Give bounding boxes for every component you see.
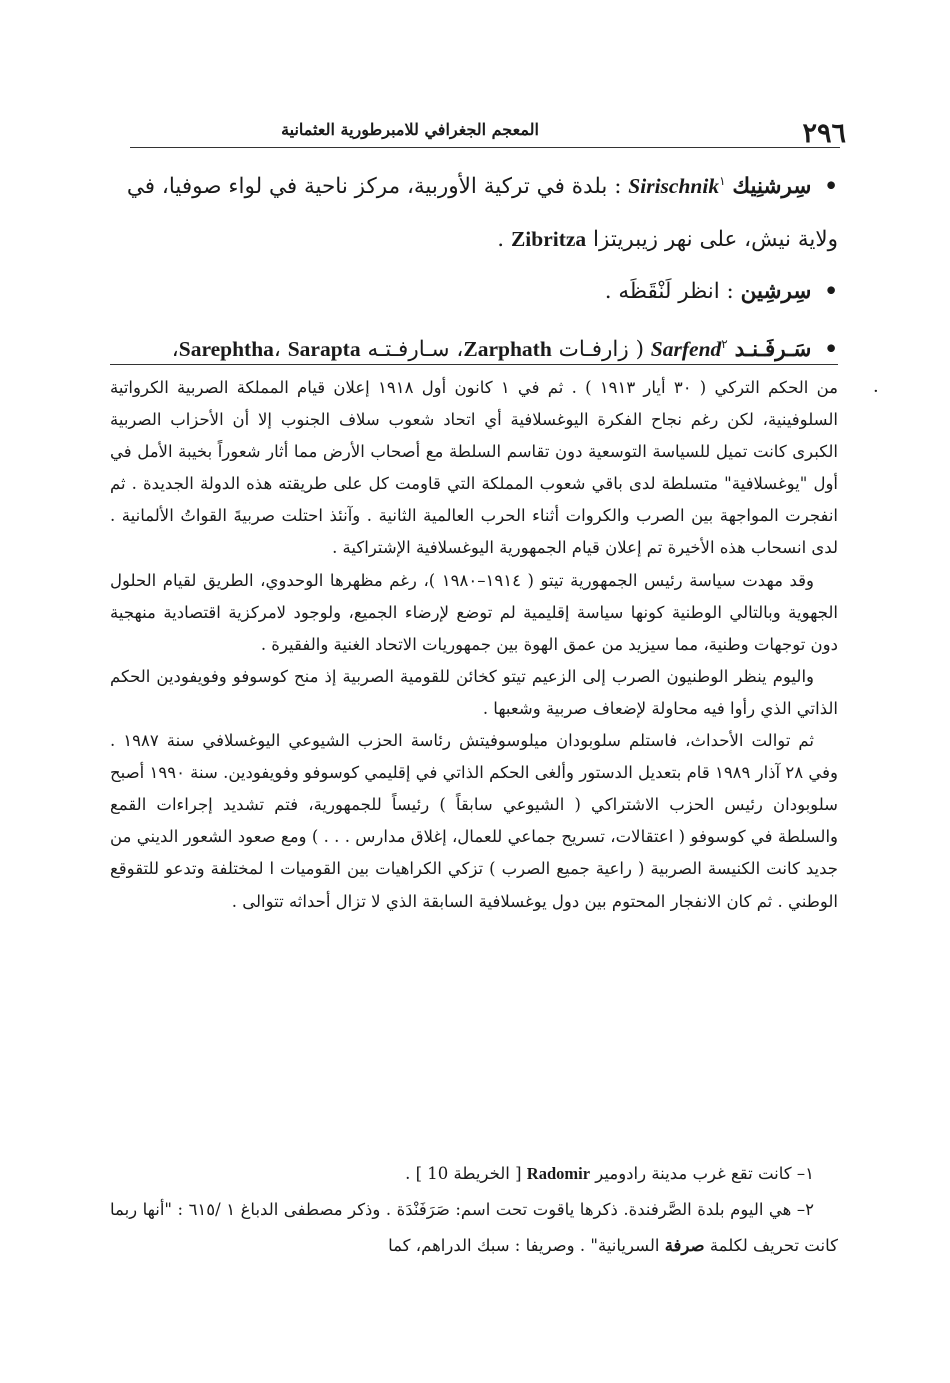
entry-sarfend <box>110 318 838 376</box>
entry-end: . <box>497 227 505 253</box>
footnote-1 <box>110 1156 838 1192</box>
footnote-map-ref: [ الخريطة 10 ] . <box>405 1164 522 1183</box>
header-rule <box>130 147 840 148</box>
separator: ، <box>171 337 179 363</box>
entry-open-paren: ( زارفـات <box>558 337 644 363</box>
separator: ، <box>273 337 281 363</box>
entry-sirischnik <box>110 155 838 266</box>
variant-name-sarapta: Sarapta <box>287 337 361 362</box>
paragraph: من الحكم التركي ( ٣٠ أيار ١٩١٣ ) . ثم في ١ كانون أول ١٩١٨ إعلان قيام المملكة الصربية الكرواتية السلوفينية، لكن رغم نجاح الفكرة اليوغسلافية أي اتحاد شعوب سلاف الجنوب إلا أن الأحزاب الصربية الكبرى كانت تميل للسياسة التوسعية دون تقاسم السلطة مع أصحاب الأرض مما أثار شعوراً بخيبة الأمل في أول "يوغسلافية" متسلطة لدى باقي شعوب المملكة التي قاومت كل على طريقته هذه الدولة الجديدة . ثم انفجرت المواجهة بين الصرب والكروات أثناء الحرب العالمية الثانية . وآنئذ احتلت صربيةَ القواتُ الألمانية . لدى انسحاب هذه الأخيرة تم إعلان قيام الجمهورية اليوغسلافية الإشتراكية . <box>110 378 838 558</box>
entry-latin-name: Sirischnik <box>628 174 720 199</box>
entry-latin-river: Zibritza <box>510 227 587 252</box>
footnote-ref: ١ <box>719 174 726 188</box>
footnote-2 <box>110 1192 838 1264</box>
page-header <box>130 112 846 149</box>
footnote-separator-rule <box>110 364 838 365</box>
entry-sirshin <box>110 266 838 318</box>
paragraph: وقد مهدت سياسة رئيس الجمهورية تيتو ( ١٩١٤–١٩٨٠ )، رغم مظهرها الوحدوي، الطريق لقيام الحلول الجهوية وبالتالي الوطنية كونها سياسة إقليمية لم توضع لإرضاء الجميع، ولوجود لامركزية اقتصادية منهجية دون توجهات وطنية، مما سيزيد من عمق الهوة بين جمهوريات الاتحاد الغنية والفقيرة . <box>110 570 838 654</box>
paragraph: ثم توالت الأحداث، فاستلم سلوبودان ميلوسوفيتش رئاسة الحزب الشيوعي اليوغسلافي سنة ١٩٨٧ . وفي ٢٨ آذار ١٩٨٩ قام بتعديل الدستور وألغى الحكم الذاتي في إقليمي كوسوفو وفويفودين. سنة ١٩٩٠ أصبح سلوبودان رئيس الحزب الاشتراكي ( الشيوعي سابقاً ) رئيساً للجمهورية، فتم تشديد إجراءات القمع والسلطة في كوسوفو ( اعتقالات، تسريح جماعي للعمال، إغلاق مدارس . . . ) ومع صعود الشعور الديني من جديد كانت الكنيسة الصربية ( راعية جميع الصرب ) تزكي الكراهيات بين القوميات ا لمختلفة وتدعو للتقوقع الوطني . ثم كان الانفجار المحتوم بين دول يوغسلافية السابقة الذي لا تزال أحداثه تتوالى . <box>110 731 838 911</box>
footnote-bold-word: صرفة <box>664 1236 705 1255</box>
page-number: ٢٩٦ <box>802 118 846 149</box>
footnote-ref: ٢ <box>721 337 728 352</box>
paragraph: واليوم ينظر الوطنيون الصرب إلى الزعيم تيتو كخائن للقومية الصربية إذ منح كوسوفو وفويفودين الحكم الذاتي الذي رأوا فيه محاولة لإضعاف صربية وشعبها . <box>110 666 838 718</box>
bullet: • <box>824 174 838 200</box>
entry-text: : بلدة في تركية الأوربية، مركز ناحية في لواء صوفيا، في ولاية نيش، على نهر زيبريتزا <box>126 174 838 253</box>
entry-latin-name: Sarfend <box>650 337 722 362</box>
footnotes <box>110 1156 838 1264</box>
bullet: • <box>824 279 838 305</box>
separator: ، سـارفـتـه <box>367 337 464 363</box>
entry-text: : انظر لَنْقَظَه . <box>604 279 734 305</box>
variant-name-zarphath: Zarphath <box>463 337 552 362</box>
footnote-text: السريانية" . وصريفا : سبك الدراهم، كما <box>388 1236 660 1255</box>
footnote-latin: Radomir <box>526 1164 591 1183</box>
running-title: المعجم الجغرافي للامبرطورية العثمانية <box>281 120 539 139</box>
bullet: • <box>824 337 838 363</box>
entry-headword: سِرشِين <box>740 279 812 305</box>
footnote-text: ٢– هي اليوم بلدة الصَّرفندة. ذكرها ياقوت تحت اسم: صَرَفَنْدَة . وذكر مصطفى الدباغ ١ /٦١٥ : "أنها ربما كانت تحريف لكلمة <box>110 1200 838 1255</box>
footnote-text: ١– كانت تقع غرب مدينة رادومير <box>595 1164 814 1183</box>
margin-mark: · <box>873 381 879 402</box>
entry-headword: سِرشنِيك <box>732 174 812 200</box>
dictionary-entries <box>110 155 838 376</box>
variant-name-sarephtha: Sarephtha <box>178 337 274 362</box>
entry-headword: سَـرفَـنـد <box>734 337 812 363</box>
footnote-continuation <box>110 372 838 918</box>
